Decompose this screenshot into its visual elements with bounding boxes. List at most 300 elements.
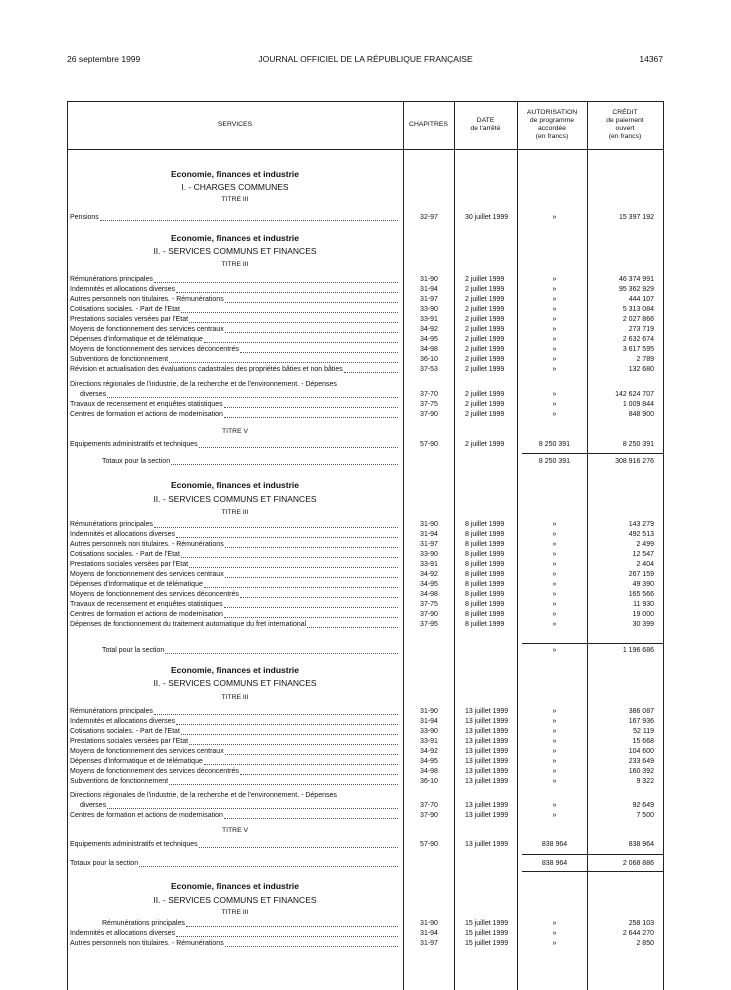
leader-dots	[176, 929, 398, 937]
row-credit: 848 900	[628, 411, 654, 418]
row-label-text: Moyens de fonctionnement des services déconcentrés	[70, 346, 239, 353]
row-date: 2 juillet 1999	[465, 411, 505, 418]
row-credit: 160 392	[628, 768, 654, 775]
row-label-text: Rémunérations principales	[102, 920, 185, 927]
row-autorisation: »	[552, 778, 557, 785]
row-chapitre: 32-97	[420, 214, 438, 221]
col-header-autorisation: AUTORISATION de programme accordée (en francs)	[526, 109, 578, 140]
row-credit: 308 916 276	[615, 458, 654, 465]
row-credit: 7 500	[636, 812, 654, 819]
row-label	[70, 295, 398, 305]
leader-dots	[169, 355, 398, 363]
row-credit: 267 159	[628, 571, 654, 578]
table-row	[67, 315, 664, 325]
row-autorisation: 838 964	[541, 860, 568, 867]
row-chapitre: 31-97	[420, 296, 438, 303]
row-credit: 5 313 084	[622, 306, 654, 313]
row-chapitre: 34-92	[420, 748, 438, 755]
row-credit: 9 322	[636, 778, 654, 785]
row-date: 13 juillet 1999	[465, 708, 509, 715]
journal-title: JOURNAL OFFICIEL DE LA RÉPUBLIQUE FRANÇAISE	[258, 54, 473, 64]
row-credit: 444 107	[628, 296, 654, 303]
table-row	[67, 859, 664, 869]
table-row	[67, 410, 664, 420]
table-row	[67, 335, 664, 345]
row-chapitre: 34-98	[420, 346, 438, 353]
row-autorisation: »	[552, 621, 557, 628]
row-label	[70, 400, 398, 410]
row-date: 13 juillet 1999	[465, 728, 509, 735]
row-autorisation: »	[552, 768, 557, 775]
row-autorisation: 8 250 391	[538, 441, 571, 448]
row-credit: 2 632 674	[622, 336, 654, 343]
row-label	[70, 939, 398, 949]
row-date: 15 juillet 1999	[465, 920, 509, 927]
row-autorisation: »	[552, 940, 557, 947]
row-credit: 132 680	[628, 366, 654, 373]
row-chapitre: 36-10	[420, 356, 438, 363]
row-label-text: Autres personnels non titulaires. - Rémunérations	[70, 541, 224, 548]
leader-dots	[186, 919, 398, 927]
total-rule	[522, 643, 664, 645]
row-credit: 12 547	[632, 551, 654, 558]
row-date: 13 juillet 1999	[465, 841, 509, 848]
row-credit: 273 719	[628, 326, 654, 333]
row-autorisation: »	[552, 316, 557, 323]
row-label-text: Moyens de fonctionnement des services déconcentrés	[70, 591, 239, 598]
row-label-text: Equipements administratifs et techniques	[70, 441, 198, 448]
row-credit: 492 513	[628, 531, 654, 538]
leader-dots	[204, 335, 398, 343]
row-credit: 95 362 929	[618, 286, 654, 293]
row-credit: 2 644 270	[622, 930, 654, 937]
row-label	[70, 355, 398, 365]
row-credit: 19 000	[632, 611, 654, 618]
row-label	[70, 777, 398, 787]
row-label-text: Rémunérations principales	[70, 276, 153, 283]
row-label	[70, 570, 398, 580]
row-label-text: Prestations sociales versées par l'Etat	[70, 561, 189, 568]
table-row	[67, 727, 664, 737]
leader-dots	[225, 747, 398, 755]
row-label	[70, 275, 398, 285]
row-chapitre: 31-94	[420, 930, 438, 937]
row-chapitre: 33-90	[420, 306, 438, 313]
row-autorisation: »	[552, 758, 557, 765]
row-date: 8 juillet 1999	[465, 581, 505, 588]
table-row	[67, 325, 664, 335]
leader-dots	[176, 717, 398, 725]
total-rule	[522, 854, 664, 856]
row-chapitre: 37-75	[420, 401, 438, 408]
leader-dots	[100, 213, 398, 221]
table-row	[67, 620, 664, 630]
table-row	[67, 737, 664, 747]
row-date: 13 juillet 1999	[465, 768, 509, 775]
row-credit: 1 009 844	[622, 401, 654, 408]
row-chapitre: 31-97	[420, 940, 438, 947]
row-label	[70, 717, 398, 727]
row-chapitre: 37-53	[420, 366, 438, 373]
table-row	[67, 550, 664, 560]
row-autorisation: »	[552, 214, 557, 221]
row-date: 13 juillet 1999	[465, 812, 509, 819]
section-title: Economie, finances et industrie	[170, 233, 299, 243]
table-row	[67, 646, 664, 656]
row-chapitre: 34-92	[420, 571, 438, 578]
row-label	[70, 580, 398, 590]
row-autorisation: 838 964	[541, 841, 568, 848]
row-chapitre: 34-98	[420, 768, 438, 775]
row-autorisation: »	[552, 571, 557, 578]
row-label-text: Totaux pour la section	[70, 860, 139, 867]
table-row	[67, 590, 664, 600]
row-chapitre: 31-94	[420, 718, 438, 725]
row-date: 8 juillet 1999	[465, 621, 505, 628]
row-chapitre: 37-70	[420, 802, 438, 809]
table-row	[67, 345, 664, 355]
row-label-text: Cotisations sociales. - Part de l'Etat	[70, 306, 180, 313]
section-subtitle: II. - SERVICES COMMUNS ET FINANCES	[153, 678, 317, 688]
row-autorisation: »	[552, 561, 557, 568]
row-credit: 46 374 991	[618, 276, 654, 283]
row-date: 8 juillet 1999	[465, 561, 505, 568]
row-label-text: Indemnités et allocations diverses	[70, 286, 176, 293]
row-date: 2 juillet 1999	[465, 366, 505, 373]
row-autorisation: »	[552, 930, 557, 937]
row-label	[70, 325, 398, 335]
row-label	[70, 747, 398, 757]
row-credit: 2 027 866	[622, 316, 654, 323]
row-label-text: Moyens de fonctionnement des services déconcentrés	[70, 768, 239, 775]
row-label-text: Dépenses d'informatique et de télématique	[70, 581, 203, 588]
row-chapitre: 37-90	[420, 812, 438, 819]
row-credit: 52 119	[633, 728, 654, 735]
row-credit: 165 566	[628, 591, 654, 598]
row-autorisation: »	[552, 306, 557, 313]
table-row	[67, 400, 664, 410]
table-row	[67, 600, 664, 610]
row-label-text: Pensions	[70, 214, 99, 221]
row-label	[70, 285, 398, 295]
leader-dots	[165, 646, 398, 654]
row-date: 2 juillet 1999	[465, 401, 505, 408]
leader-dots	[224, 600, 398, 608]
row-label-text: Travaux de recensement et enquêtes statistiques	[70, 401, 223, 408]
row-label	[70, 840, 398, 850]
row-autorisation: »	[552, 591, 557, 598]
row-label-text: Prestations sociales versées par l'Etat	[70, 316, 189, 323]
row-label-text: Rémunérations principales	[70, 521, 153, 528]
row-autorisation: »	[552, 601, 557, 608]
col-header-services: SERVICES	[217, 121, 253, 129]
table-row	[67, 939, 664, 949]
leader-dots	[199, 840, 398, 848]
row-label	[70, 540, 398, 550]
row-label	[70, 315, 398, 325]
leader-dots	[224, 610, 398, 618]
credits-table	[67, 101, 664, 990]
row-chapitre: 33-91	[420, 738, 438, 745]
row-autorisation: »	[552, 401, 557, 408]
row-label-text: Cotisations sociales. - Part de l'Etat	[70, 551, 180, 558]
row-date: 8 juillet 1999	[465, 591, 505, 598]
row-credit: 11 930	[633, 601, 654, 608]
row-credit: 2 404	[636, 561, 654, 568]
row-label-text: Indemnités et allocations diverses	[70, 531, 176, 538]
page-number: 14367	[639, 54, 663, 64]
row-credit: 49 390	[632, 581, 654, 588]
row-date: 30 juillet 1999	[465, 214, 509, 221]
row-date: 2 juillet 1999	[465, 346, 505, 353]
leader-dots	[199, 440, 398, 448]
row-credit: 143 279	[628, 521, 654, 528]
row-label-text: Dépenses d'informatique et de télématique	[70, 336, 203, 343]
row-label-text: Centres de formation et actions de modernisation	[70, 411, 223, 418]
row-label	[70, 859, 398, 869]
table-row	[67, 457, 664, 467]
leader-dots	[181, 727, 398, 735]
row-credit: 15 668	[632, 738, 654, 745]
row-chapitre: 57-90	[420, 441, 438, 448]
row-date: 2 juillet 1999	[465, 336, 505, 343]
row-label	[70, 757, 398, 767]
row-chapitre: 37-95	[420, 621, 438, 628]
section-titre: TITRE III	[221, 196, 249, 203]
row-chapitre: 34-95	[420, 336, 438, 343]
row-credit: 258 103	[628, 920, 654, 927]
row-autorisation: »	[552, 920, 557, 927]
row-date: 13 juillet 1999	[465, 748, 509, 755]
row-label-text: Subventions de fonctionnement	[70, 778, 169, 785]
row-label-text: Subventions de fonctionnement	[70, 356, 169, 363]
row-credit: 92 649	[632, 802, 654, 809]
row-label-text: Rémunérations principales	[70, 708, 153, 715]
leader-dots	[154, 707, 398, 715]
row-date: 13 juillet 1999	[465, 802, 509, 809]
section-titre: TITRE III	[221, 509, 249, 516]
row-date: 8 juillet 1999	[465, 611, 505, 618]
row-chapitre: 36-10	[420, 778, 438, 785]
row-date: 2 juillet 1999	[465, 306, 505, 313]
row-chapitre: 31-97	[420, 541, 438, 548]
table-row	[67, 570, 664, 580]
row-autorisation: »	[552, 718, 557, 725]
table-row	[67, 390, 664, 400]
row-label	[70, 213, 398, 223]
row-credit: 386 087	[628, 708, 654, 715]
table-row	[67, 757, 664, 767]
row-autorisation: »	[552, 748, 557, 755]
row-label	[70, 707, 398, 717]
row-label	[70, 410, 398, 420]
row-autorisation: 8 250 391	[538, 458, 571, 465]
leader-dots	[107, 390, 398, 398]
row-label	[70, 440, 398, 450]
row-chapitre: 33-90	[420, 551, 438, 558]
row-chapitre: 37-75	[420, 601, 438, 608]
row-autorisation: »	[552, 581, 557, 588]
table-row	[67, 767, 664, 777]
leader-dots	[189, 737, 398, 745]
row-credit: 167 936	[628, 718, 654, 725]
table-row	[67, 811, 664, 821]
row-chapitre: 33-90	[420, 728, 438, 735]
section-titre: TITRE III	[221, 261, 249, 268]
row-date: 2 juillet 1999	[465, 286, 505, 293]
row-credit: 2 499	[636, 541, 654, 548]
table-row	[67, 365, 664, 375]
row-date: 2 juillet 1999	[465, 326, 505, 333]
row-credit: 2 068 886	[622, 860, 654, 867]
row-date: 8 juillet 1999	[465, 551, 505, 558]
row-label	[70, 767, 398, 777]
row-label	[70, 560, 398, 570]
row-credit: 233 649	[628, 758, 654, 765]
row-label	[70, 335, 398, 345]
leader-dots	[224, 400, 398, 408]
table-row	[67, 777, 664, 787]
row-date: 15 juillet 1999	[465, 930, 509, 937]
row-autorisation: »	[552, 541, 557, 548]
row-credit: 8 250 391	[622, 441, 654, 448]
row-chapitre: 33-91	[420, 316, 438, 323]
row-autorisation: »	[552, 708, 557, 715]
row-autorisation: »	[552, 336, 557, 343]
leader-dots	[171, 457, 398, 465]
leader-dots	[154, 520, 398, 528]
row-credit: 1 196 686	[622, 647, 654, 654]
row-label	[80, 801, 398, 811]
table-row	[67, 275, 664, 285]
row-label-text: Moyens de fonctionnement des services centraux	[70, 571, 224, 578]
leader-dots	[107, 801, 398, 809]
row-chapitre: 31-90	[420, 521, 438, 528]
leader-dots	[189, 560, 398, 568]
col-header-credit: CRÉDIT de paiement ouvert (en francs)	[606, 109, 644, 140]
row-label	[70, 610, 398, 620]
leader-dots	[225, 540, 398, 548]
row-autorisation: »	[552, 738, 557, 745]
row-label	[70, 365, 398, 375]
row-label	[70, 345, 398, 355]
leader-dots	[225, 295, 398, 303]
table-row	[67, 840, 664, 850]
table-row	[67, 919, 664, 929]
row-chapitre: 37-90	[420, 411, 438, 418]
table-row	[67, 213, 664, 223]
table-row	[67, 929, 664, 939]
row-date: 8 juillet 1999	[465, 571, 505, 578]
table-row	[67, 580, 664, 590]
leader-dots	[224, 410, 398, 418]
row-chapitre: 31-94	[420, 531, 438, 538]
leader-dots	[139, 859, 398, 867]
table-row	[67, 285, 664, 295]
leader-dots	[307, 620, 398, 628]
row-date: 8 juillet 1999	[465, 541, 505, 548]
row-date: 2 juillet 1999	[465, 391, 505, 398]
row-date: 2 juillet 1999	[465, 441, 505, 448]
row-label	[70, 620, 398, 630]
row-autorisation: »	[552, 276, 557, 283]
row-chapitre: 34-95	[420, 581, 438, 588]
leader-dots	[225, 570, 398, 578]
row-autorisation: »	[552, 802, 557, 809]
row-label	[70, 737, 398, 747]
section-title: Economie, finances et industrie	[170, 881, 299, 891]
row-chapitre: 33-91	[420, 561, 438, 568]
row-chapitre: 31-90	[420, 920, 438, 927]
section-subtitle: II. - SERVICES COMMUNS ET FINANCES	[153, 895, 317, 905]
row-date: 13 juillet 1999	[465, 718, 509, 725]
leader-dots	[189, 315, 398, 323]
row-label-line1: Directions régionales de l'industrie, de la recherche et de l'environnement. - Dépenses	[70, 792, 337, 799]
leader-dots	[176, 530, 398, 538]
table-row	[67, 520, 664, 530]
row-label	[102, 646, 398, 656]
row-label	[70, 929, 398, 939]
table-row	[67, 355, 664, 365]
section-subtitle: I. - CHARGES COMMUNES	[181, 182, 289, 192]
table-row	[67, 530, 664, 540]
row-chapitre: 31-90	[420, 276, 438, 283]
row-date: 2 juillet 1999	[465, 356, 505, 363]
row-label-text: Centres de formation et actions de modernisation	[70, 812, 223, 819]
row-credit: 2 850	[636, 940, 654, 947]
section-titre: TITRE III	[221, 909, 249, 916]
row-label	[70, 600, 398, 610]
row-autorisation: »	[552, 326, 557, 333]
total-rule	[522, 453, 664, 455]
col-header-date: DATE de l'arrêté	[470, 117, 501, 132]
leader-dots	[344, 365, 398, 373]
row-label	[70, 520, 398, 530]
table-row	[67, 707, 664, 717]
row-autorisation: »	[552, 812, 557, 819]
table-row	[67, 610, 664, 620]
row-label	[102, 457, 398, 467]
section-subtitle: II. - SERVICES COMMUNS ET FINANCES	[153, 246, 317, 256]
table-row	[67, 295, 664, 305]
leader-dots	[225, 939, 398, 947]
row-label	[70, 727, 398, 737]
row-chapitre: 57-90	[420, 841, 438, 848]
row-autorisation: »	[552, 356, 557, 363]
row-date: 2 juillet 1999	[465, 316, 505, 323]
section-title: Economie, finances et industrie	[170, 480, 299, 490]
row-label-text: Autres personnels non titulaires. - Rémunérations	[70, 940, 224, 947]
row-date: 2 juillet 1999	[465, 276, 505, 283]
row-autorisation: »	[552, 366, 557, 373]
table-row	[67, 540, 664, 550]
row-credit: 142 624 707	[615, 391, 654, 398]
leader-dots	[154, 275, 398, 283]
row-chapitre: 31-94	[420, 286, 438, 293]
row-label	[102, 919, 398, 929]
row-credit: 104 600	[628, 748, 654, 755]
row-label-text: Equipements administratifs et techniques	[70, 841, 198, 848]
page-date: 26 septembre 1999	[67, 54, 141, 64]
row-date: 13 juillet 1999	[465, 758, 509, 765]
col-header-chapitres: CHAPITRES	[409, 121, 448, 129]
row-autorisation: »	[552, 286, 557, 293]
row-chapitre: 34-92	[420, 326, 438, 333]
row-date: 8 juillet 1999	[465, 601, 505, 608]
section-title: Economie, finances et industrie	[170, 665, 299, 675]
row-label	[80, 390, 398, 400]
row-label-text: Autres personnels non titulaires. - Rémunérations	[70, 296, 224, 303]
